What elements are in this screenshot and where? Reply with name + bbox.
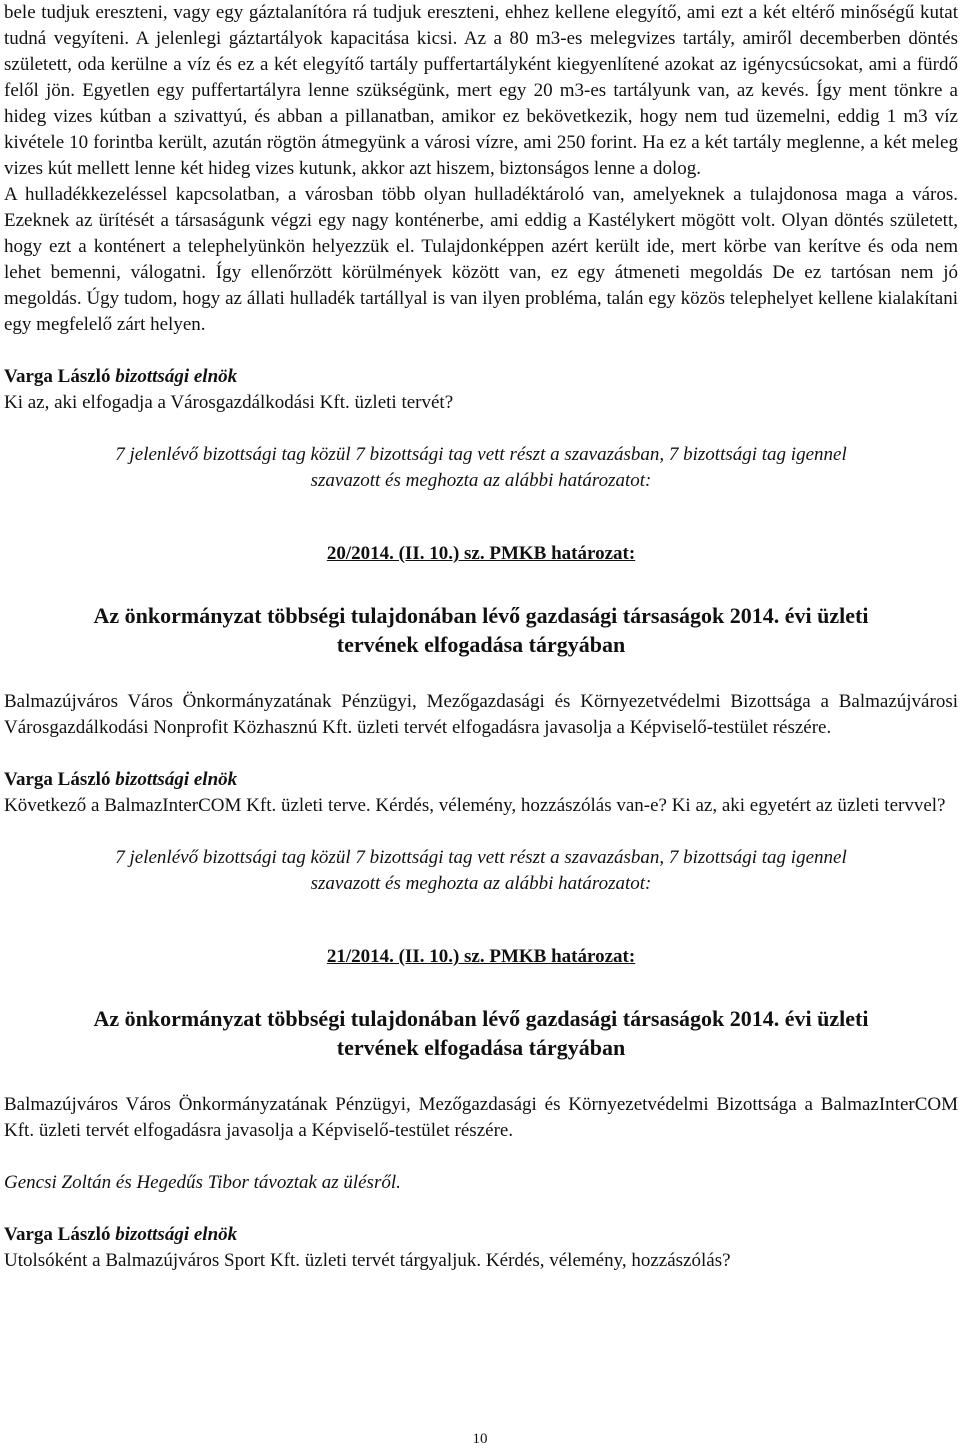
- speaker-line: [4, 1222, 958, 1248]
- page-content: [4, 0, 958, 1274]
- speaker-name: Varga László: [4, 769, 111, 790]
- speaker-line: [4, 767, 958, 793]
- resolution-text: Balmazújváros Város Önkormányzatának Pénzügyi, Mezőgazdasági és Környezetvédelmi Bizottsága a BalmazInterCOM Kft. üzleti tervét elfogadásra javasolja a Képviselő-testület részére.: [4, 1094, 958, 1141]
- speaker-name: Varga László: [4, 366, 111, 387]
- body-paragraph: bele tudjuk ereszteni, vagy egy gáztalanítóra rá tudjuk ereszteni, ehhez kellene elegyítő, ami ezt a két eltérő minőségű kutat tudná vegyíteni. A jelenlegi gáztartályok kapacitása kicsi. Az a 80 m3-es melegvizes tartály, amiről decemberben döntés született, oda kerülne a víz és ez a két elegyítő tartály puffertartályként kiegyenlítené azokat az igénycsúcsokat, ami a fürdő felől jön. Egyetlen egy puffertartályra lenne szükségünk, mert egy 20 m3-es tartályunk van, az kevés. Így ment tönkre a hideg vizes kútban a szivattyú, és abban a pillanatban, amikor ez bekövetkezik, hogy nem tud üzemelni, eddig 1 m3 víz kivétele 10 forintba került, azután rögtön átmegyünk a városi vízre, ami 250 forint. Ha ez a két tartály meglenne, a két meleg vizes kút mellett lenne két hideg vizes kutunk, akkor azt hiszem, biztonságos lenne a dolog.: [4, 2, 958, 179]
- speaker-role: bizottsági elnök: [115, 1224, 238, 1245]
- resolution-text: Balmazújváros Város Önkormányzatának Pénzügyi, Mezőgazdasági és Környezetvédelmi Bizottsága a Balmazújvárosi Városgazdálkodási Nonprofit Közhasznú Kft. üzleti tervét elfogadásra javasolja a Képviselő-testület részére.: [4, 691, 958, 738]
- page-number: 10: [472, 1431, 488, 1447]
- resolution-title: Az önkormányzat többségi tulajdonában lévő gazdasági társaságok 2014. évi üzleti tervének elfogadása tárgyában: [93, 603, 869, 657]
- vote-result-line: 7 jelenlévő bizottsági tag közül 7 bizottsági tag vett részt a szavazásban, 7 bizottsági tag igennel: [115, 847, 847, 868]
- speaker-role: bizottsági elnök: [115, 769, 238, 790]
- vote-result-line: szavazott és meghozta az alábbi határozatot:: [310, 470, 652, 491]
- departure-note: Gencsi Zoltán és Hegedűs Tibor távoztak az ülésről.: [4, 1172, 401, 1193]
- vote-result-line: 7 jelenlévő bizottsági tag közül 7 bizottsági tag vett részt a szavazásban, 7 bizottsági tag igennel: [115, 444, 847, 465]
- speaker-text: Utolsóként a Balmazújváros Sport Kft. üzleti tervét tárgyaljuk. Kérdés, vélemény, hozzászólás?: [4, 1250, 731, 1271]
- vote-result-line: szavazott és meghozta az alábbi határozatot:: [310, 873, 652, 894]
- resolution-id: 21/2014. (II. 10.) sz. PMKB határozat:: [326, 946, 636, 967]
- resolution-title: Az önkormányzat többségi tulajdonában lévő gazdasági társaságok 2014. évi üzleti tervének elfogadása tárgyában: [93, 1006, 869, 1060]
- speaker-role: bizottsági elnök: [115, 366, 238, 387]
- resolution-id: 20/2014. (II. 10.) sz. PMKB határozat:: [326, 543, 636, 564]
- speaker-text: Következő a BalmazInterCOM Kft. üzleti terve. Kérdés, vélemény, hozzászólás van-e? Ki az, aki egyetért az üzleti tervvel?: [4, 795, 946, 816]
- speaker-line: [4, 364, 958, 390]
- speaker-name: Varga László: [4, 1224, 111, 1245]
- speaker-text: Ki az, aki elfogadja a Városgazdálkodási Kft. üzleti tervét?: [4, 392, 454, 413]
- body-paragraph: A hulladékkezeléssel kapcsolatban, a városban több olyan hulladéktároló van, amelyeknek a tulajdonosa maga a város. Ezeknek az ürítését a társaságunk végzi egy nagy konténerbe, ami eddig a Kastélykert mögött volt. Olyan döntés született, hogy ezt a konténert a telephelyünkön helyezzük el. Tulajdonképpen azért került ide, mert körbe van kerítve és oda nem lehet bemenni, válogatni. Így ellenőrzött körülmények között van, ez egy átmeneti megoldás De ez tartósan nem jó megoldás. Úgy tudom, hogy az állati hulladék tartállyal is van ilyen probléma, talán egy közös telephelyet kellene kialakítani egy megfelelő zárt helyen.: [4, 184, 958, 335]
